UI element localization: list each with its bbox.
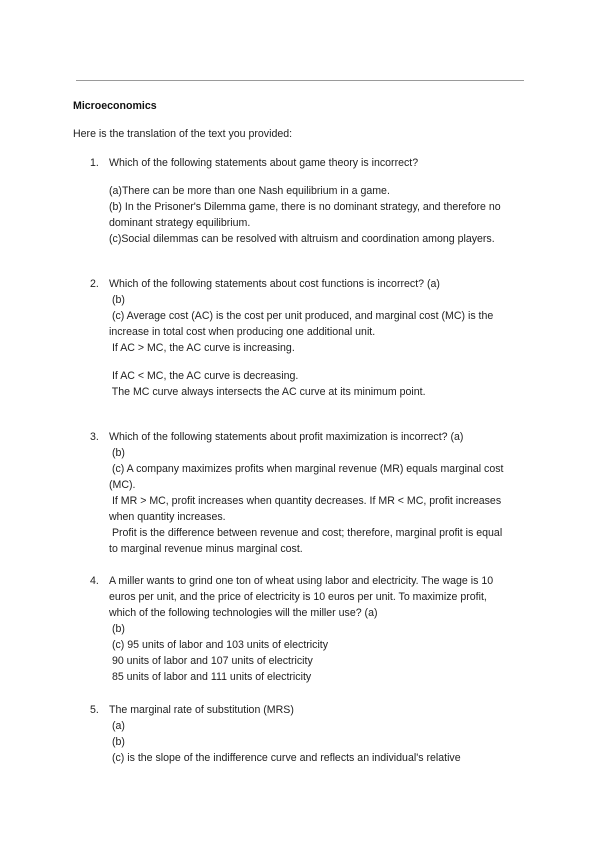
question-stem: The marginal rate of substitution (MRS) — [109, 704, 294, 716]
question-options — [109, 589, 534, 685]
option-line: (b) — [109, 294, 125, 306]
option-line: If AC < MC, the AC curve is decreasing. — [109, 370, 299, 382]
option-line: (b) — [109, 447, 125, 459]
option-line: The MC curve always intersects the AC curve at its minimum point. — [109, 386, 426, 398]
option-line: (c)Social dilemmas can be resolved with altruism and coordination among players. — [109, 233, 495, 245]
option-line: If MR > MC, profit increases when quantity decreases. If MR < MC, profit increases — [109, 495, 502, 507]
option-line: (c) A company maximizes profits when marginal revenue (MR) equals marginal cost — [109, 463, 504, 475]
option-line: Profit is the difference between revenue and cost; therefore, marginal profit is equal — [109, 527, 503, 539]
question-options — [109, 183, 534, 247]
option-line: (a)There can be more than one Nash equilibrium in a game. — [109, 185, 390, 197]
option-line: (b) In the Prisoner's Dilemma game, there is no dominant strategy, and therefore no — [109, 201, 501, 213]
question-stem: Which of the following statements about game theory is incorrect? — [109, 157, 419, 169]
option-line: (a) — [109, 720, 125, 732]
option-line: 85 units of labor and 111 units of electricity — [109, 671, 312, 683]
horizontal-rule — [76, 80, 524, 81]
question-number: 3. — [90, 431, 99, 443]
option-line: If AC > MC, the AC curve is increasing. — [109, 342, 295, 354]
option-line: (b) — [109, 623, 125, 635]
question-options — [109, 292, 534, 400]
question-options — [109, 718, 534, 766]
question-stem: Which of the following statements about profit maximization is incorrect? (a) — [109, 431, 464, 443]
option-line: euros per unit, and the price of electricity is 10 euros per unit. To maximize profit, — [109, 591, 487, 603]
question-number: 2. — [90, 278, 99, 290]
question-stem: Which of the following statements about cost functions is incorrect? (a) — [109, 278, 440, 290]
question-number: 4. — [90, 575, 99, 587]
option-line: (c) is the slope of the indifference curve and reflects an individual's relative — [109, 752, 461, 764]
question-options — [109, 445, 534, 557]
option-line: 90 units of labor and 107 units of electricity — [109, 655, 313, 667]
question-number: 5. — [90, 704, 99, 716]
option-line: (c) 95 units of labor and 103 units of electricity — [109, 639, 329, 651]
page-title: Microeconomics — [73, 100, 157, 112]
option-line: (b) — [109, 736, 125, 748]
option-line: increase in total cost when producing one additional unit. — [109, 326, 376, 338]
option-line: (c) Average cost (AC) is the cost per unit produced, and marginal cost (MC) is the — [109, 310, 494, 322]
intro-text: Here is the translation of the text you provided: — [73, 128, 293, 140]
spacer-line — [109, 356, 534, 368]
option-line: to marginal revenue minus marginal cost. — [109, 543, 303, 555]
option-line: (MC). — [109, 479, 136, 491]
question-number: 1. — [90, 157, 99, 169]
option-line: dominant strategy equilibrium. — [109, 217, 251, 229]
question-stem: A miller wants to grind one ton of wheat using labor and electricity. The wage is 10 — [109, 575, 494, 587]
option-line: which of the following technologies will the miller use? (a) — [109, 607, 378, 619]
option-line: when quantity increases. — [109, 511, 226, 523]
